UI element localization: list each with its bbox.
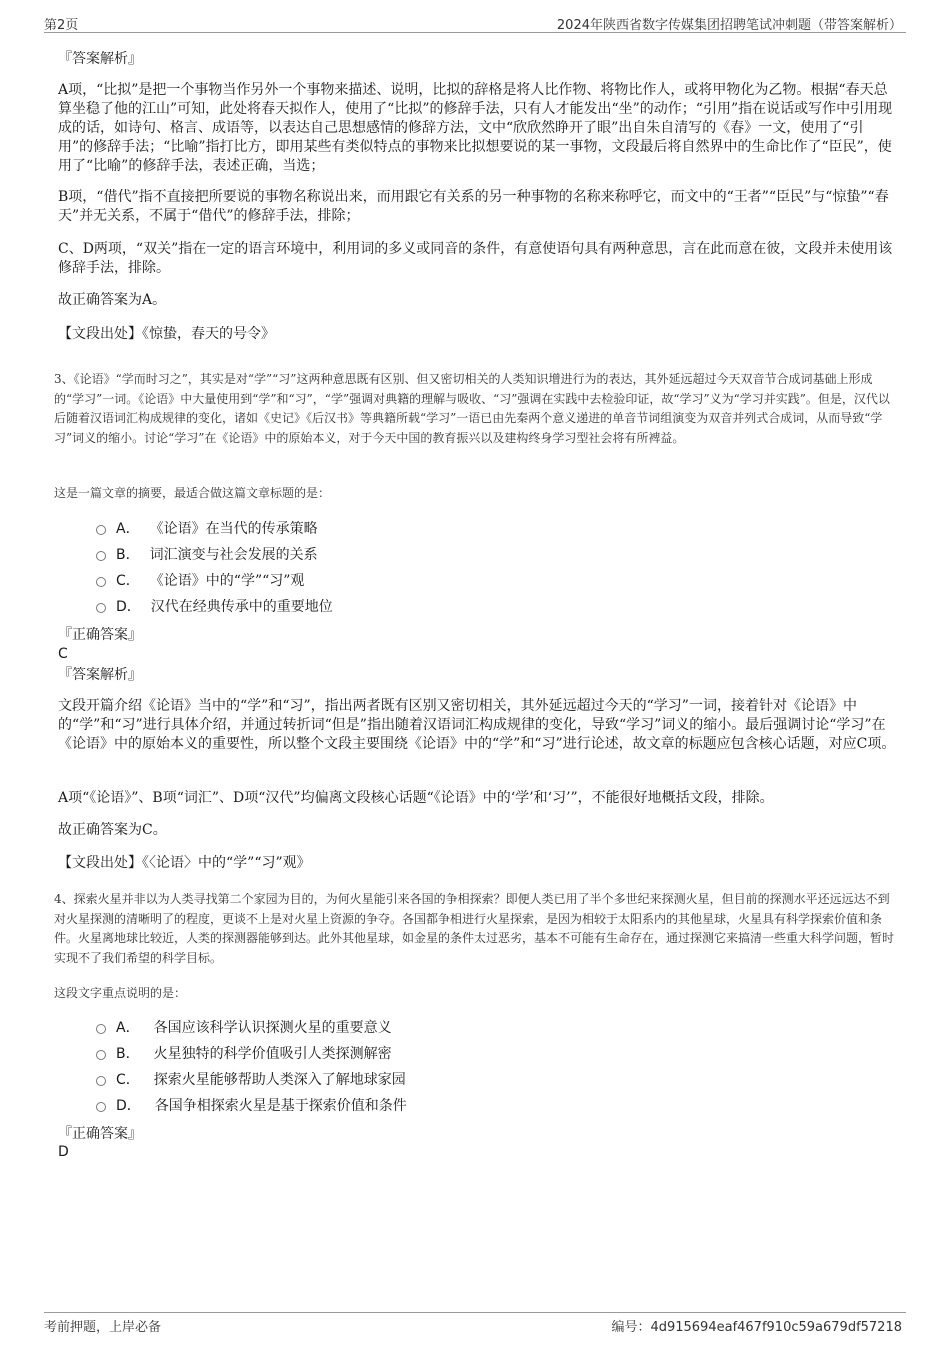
option-text: 火星独特的科学价值吸引人类探测解密	[153, 1046, 392, 1062]
document-code-value: 4d915694eaf467f910c59a679df57218	[650, 1320, 902, 1335]
option-text: 《论语》中的“学”“习”观	[149, 573, 305, 589]
q2-conclusion: 故正确答案为A。	[58, 292, 167, 308]
q4-passage: 4、探索火星并非以为人类寻找第二个家园为目的，为何火星能引来各国的争相探索？即便人类已用了半个多世纪来探测火星，但目前的探测水平还远远达不到对火星探测的清晰明了的程度，更谈不上是对火星上资源的争夺。各国都争相进行火星探索，是因为相较于太阳系内的其他星球，火星具有科学探索价值和条件。火星离地球比较近，人类的探测器能够到达。此外其他星球，如金星的条件太过恶劣，基本不可能有生命存在，通过探测它来搞清一些重大科学问题，暂时实现不了我们希望的科学目标。	[54, 892, 895, 965]
q3-conclusion: 故正确答案为C。	[58, 822, 167, 838]
option-letter: C．	[116, 1072, 140, 1088]
q2-analysis-option-b: B项，“借代”指不直接把所要说的事物名称说出来，而用跟它有关系的另一种事物的名称来称呼它，而文中的“王者”“臣民”与“惊蛰”“春天”并无关系，不属于“借代”的修辞手法，排除；	[58, 189, 889, 224]
q3-analysis: 文段开篇介绍《论语》当中的“学”和“习”，指出两者既有区别又密切相关，其外延远超过今天的“学习”一词，接着针对《论语》中的“学”和“习”进行具体介绍，并通过转折词“但是”指出随着汉语词汇构成规律的变化，导致“学习”词义的缩小。最后强调讨论“学习”在《论语》中的原始本义的重要性，所以整个文段主要围绕《论语》中的“学”和“习”进行论述，故文章的标题应包含核心话题，对应C项。	[58, 698, 896, 752]
radio-icon[interactable]	[96, 1102, 106, 1112]
q2-analysis-option-a: A项，“比拟”是把一个事物当作另外一个事物来描述、说明，比拟的辞格是将人比作物、将物比作人，或将甲物化为乙物。根据“春天总算坐稳了他的江山”可知，此处将春天拟作人，使用了“比拟”的修辞手法，只有人才能发出“坐”的动作；“引用”指在说话或写作中引用现成的话，如诗句、格言、成语等，以表达自己思想感情的修辞方法，文中“欣欣然睁开了眼”出自朱自清写的《春》一文，使用了“引用”的修辞手法；“比喻”指打比方，即用某些有类似特点的事物来比拟想要说的某一事物，文段最后将自然界中的生命比作了“臣民”，使用了“比喻”的修辞手法，表述正确，当选；	[58, 82, 893, 174]
footer-slogan: 考前押题，上岸必备	[44, 1320, 162, 1335]
option-text: 《论语》在当代的传承策略	[149, 521, 318, 537]
q3-source: 【文段出处】《〈论语〉中的“学”“习”观》	[58, 855, 311, 871]
q3-question: 这是一篇文章的摘要，最适合做这篇文章标题的是：	[54, 486, 331, 500]
q2-analysis-option-cd: C、D两项，“双关”指在一定的语言环境中，利用词的多义或同音的条件，有意使语句具有两种意思，言在此而意在彼，文段并未使用该修辞手法，排除。	[58, 241, 893, 276]
q4-question: 这段文字重点说明的是：	[54, 986, 187, 1000]
option-letter: A．	[116, 521, 140, 537]
q4-correct-answer: D	[58, 1144, 69, 1160]
radio-icon[interactable]	[96, 1024, 106, 1034]
option-text: 探索火星能够帮助人类深入了解地球家园	[153, 1072, 406, 1088]
radio-icon[interactable]	[96, 603, 106, 613]
q3-correct-title: 『正确答案』	[58, 627, 142, 643]
q3-analysis-exclude: A项“《论语》”、B项“词汇”、D项“汉代”均偏离文段核心话题“《论语》中的‘学’和‘习’”，不能很好地概括文段，排除。	[58, 790, 774, 806]
option-letter: A．	[116, 1020, 140, 1036]
option-text: 汉代在经典传承中的重要地位	[150, 599, 333, 615]
option-text: 各国争相探索火星是基于探索价值和条件	[154, 1098, 407, 1114]
q3-option-c[interactable]	[96, 569, 304, 591]
page-number: 第2页	[44, 18, 79, 33]
radio-icon[interactable]	[96, 577, 106, 587]
q3-analysis-title: 『答案解析』	[58, 667, 142, 683]
radio-icon[interactable]	[96, 525, 106, 535]
document-code	[611, 1316, 902, 1335]
q3-option-b[interactable]	[96, 543, 318, 565]
page-header	[44, 10, 906, 33]
document-code-label: 编号：	[611, 1320, 651, 1335]
q2-analysis-title: 『答案解析』	[58, 51, 142, 67]
radio-icon[interactable]	[96, 1050, 106, 1060]
q4-option-c[interactable]	[96, 1068, 406, 1090]
q3-correct-answer: C	[58, 646, 68, 662]
option-text: 各国应该科学认识探测火星的重要意义	[153, 1020, 392, 1036]
q3-option-a[interactable]	[96, 517, 318, 539]
page-footer	[44, 1312, 906, 1335]
q3-passage: 3、《论语》“学而时习之”，其实是对“学”“习”这两种意思既有区别、但又密切相关的人类知识增进行为的表达，其外延远超过今天双音节合成词基础上形成的“学习”一词。《论语》中大量使用到“学”和“习”，“学”强调对典籍的理解与吸收、“习”强调在实践中去检验印证，故“学习”义为“学习并实践”。但是，汉代以后随着汉语词汇构成规律的变化，诸如《史记》《后汉书》等典籍所载“学习”一语已由先秦两个意义递进的单音节词组演变为双音并列式合成词，从而导致“学习”词义的缩小。讨论“学习”在《论语》中的原始本义，对于今天中国的教育振兴以及建构终身学习型社会将有所裨益。	[54, 372, 890, 445]
q4-option-d[interactable]	[96, 1094, 407, 1116]
option-letter: D．	[116, 1098, 141, 1114]
q2-source: 【文段出处】《惊蛰，春天的号令》	[58, 326, 275, 342]
q4-correct-title: 『正确答案』	[58, 1126, 142, 1142]
option-letter: B．	[116, 1046, 140, 1062]
document-title: 2024年陕西省数字传媒集团招聘笔试冲刺题（带答案解析）	[556, 18, 902, 33]
q4-option-b[interactable]	[96, 1042, 392, 1064]
radio-icon[interactable]	[96, 551, 106, 561]
q3-option-d[interactable]	[96, 595, 333, 617]
option-letter: B．	[116, 547, 140, 563]
option-letter: C．	[116, 573, 140, 589]
option-text: 词汇演变与社会发展的关系	[149, 547, 318, 563]
radio-icon[interactable]	[96, 1076, 106, 1086]
q4-option-a[interactable]	[96, 1016, 392, 1038]
option-letter: D．	[116, 599, 141, 615]
